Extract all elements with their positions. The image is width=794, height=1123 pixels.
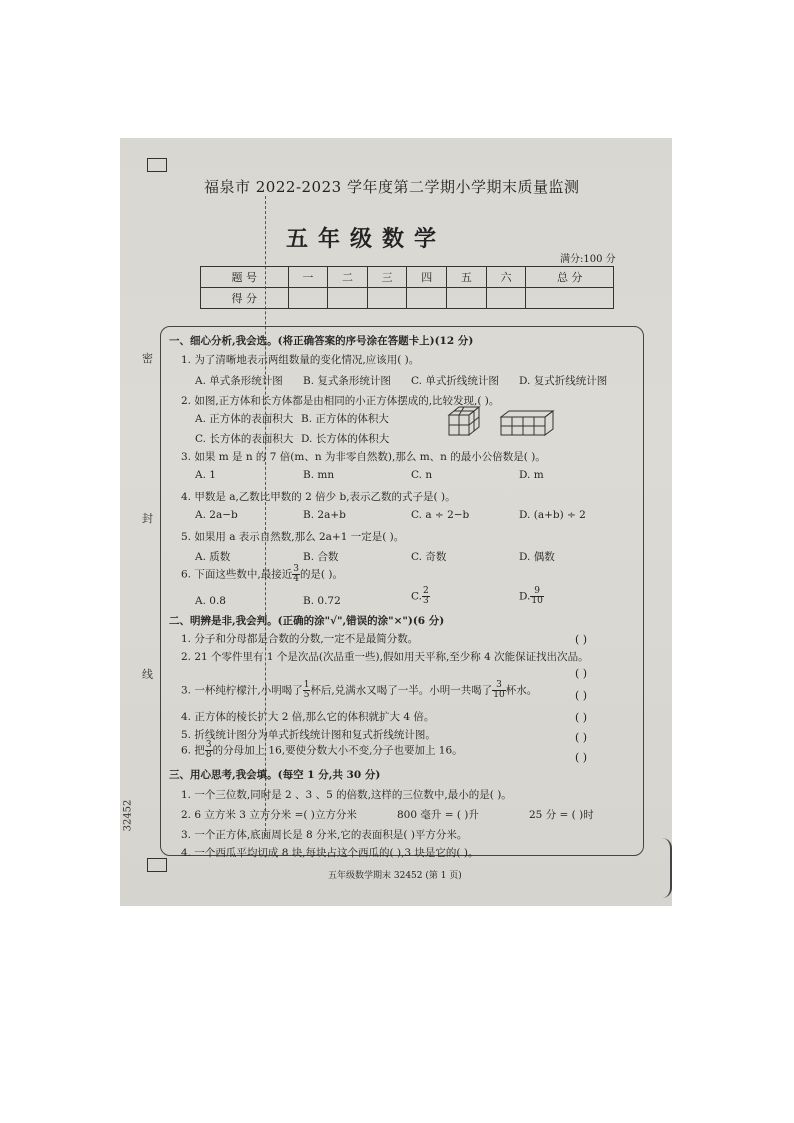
fraction-3-4: $\frac{3}{4}$ <box>293 564 299 584</box>
s2-q2: 2. 21 个零件里有 1 个是次品(次品重一些),假如用天平称,至少称 4 次能保证找出次品。 <box>181 651 589 663</box>
s2-q5-answer[interactable]: ( ) <box>575 731 588 744</box>
score-col-3: 三 <box>367 267 407 288</box>
s1-q6 <box>181 565 343 584</box>
s1-q2-opt-a[interactable]: A. 正方体的表面积大 <box>195 413 294 425</box>
cube-figure <box>447 405 483 439</box>
s1-q4-opt-b[interactable]: B. 2a+b <box>303 509 346 521</box>
score-table-score-row <box>201 288 614 309</box>
s3-q3: 3. 一个正方体,底面周长是 8 分米,它的表面积是( )平方分米。 <box>181 829 468 841</box>
s1-q5-opt-a[interactable]: A. 质数 <box>195 551 231 563</box>
subject-title: 五年级数学 <box>286 226 447 252</box>
s2-q4: 4. 正方体的棱长扩大 2 倍,那么它的体积就扩大 4 倍。 <box>181 711 435 723</box>
registration-mark-bottom <box>147 858 167 872</box>
s2-q6: 6. 把 $\frac{3}{8}$ 的分母加上 16,要使分数大小不变,分子也要加上 16。 <box>181 740 463 760</box>
s2-q1: 1. 分子和分母都是合数的分数,一定不是最简分数。 <box>181 633 419 645</box>
fraction-3-10: $\frac{3}{10}$ <box>493 680 505 700</box>
score-cell[interactable] <box>486 288 526 309</box>
seal-char-3: 线 <box>142 668 153 681</box>
score-cell[interactable] <box>526 288 614 309</box>
s1-q5-opt-d[interactable]: D. 偶数 <box>519 551 555 563</box>
fraction-2-3: $\frac{2}{3}$ <box>423 586 429 606</box>
s3-q2b: 800 毫升 = ( )升 <box>397 809 479 821</box>
section-1-heading: 一、细心分析,我会选。(将正确答案的序号涂在答题卡上)(12 分) <box>169 335 474 347</box>
s3-q4: 4. 一个西瓜平均切成 8 块,每块占这个西瓜的( ),3 块是它的( )。 <box>181 847 479 859</box>
s2-q3: 3. 一杯纯柠檬汁,小明喝了 $\frac{1}{5}$ 杯后,兑满水又喝了一半。小明一共喝了 $\frac{3}{10}$ 杯水。 <box>181 680 538 700</box>
seal-char-1: 密 <box>142 352 153 365</box>
s1-q2-opt-c[interactable]: C. 长方体的表面积大 <box>195 433 294 445</box>
score-table <box>200 266 614 309</box>
s3-q1: 1. 一个三位数,同时是 2 、3 、5 的倍数,这样的三位数中,最小的是( )。 <box>181 789 512 801</box>
score-row-label: 得 分 <box>201 288 289 309</box>
score-col-5: 五 <box>447 267 487 288</box>
full-score: 满分:100 分 <box>560 254 616 265</box>
s1-q3-opt-c[interactable]: C. n <box>411 469 433 481</box>
exam-title: 福泉市 2022-2023 学年度第二学期小学期末质量监测 <box>204 178 580 196</box>
score-col-2: 二 <box>328 267 368 288</box>
side-code: 32452 <box>122 799 134 832</box>
s1-q1-opt-a[interactable]: A. 单式条形统计图 <box>195 375 283 387</box>
s1-q1-opt-c[interactable]: C. 单式折线统计图 <box>411 375 499 387</box>
s1-q5-opt-c[interactable]: C. 奇数 <box>411 551 447 563</box>
score-col-4: 四 <box>407 267 447 288</box>
s1-q2: 2. 如图,正方体和长方体都是由相同的小正方体摆成的,比较发现,( )。 <box>181 395 500 407</box>
right-page-edge <box>658 838 672 898</box>
s1-q5-opt-b[interactable]: B. 合数 <box>303 551 339 563</box>
s1-q1: 1. 为了清晰地表示两组数量的变化情况,应该用( )。 <box>181 354 420 366</box>
s3-q2c: 25 分 = ( )时 <box>529 809 594 821</box>
score-cell[interactable] <box>367 288 407 309</box>
seal-char-2: 封 <box>142 512 153 525</box>
s1-q4-opt-a[interactable]: A. 2a−b <box>195 509 238 521</box>
score-cell[interactable] <box>447 288 487 309</box>
s1-q4-opt-d[interactable]: D. (a+b) ÷ 2 <box>519 509 586 521</box>
s1-q1-opt-d[interactable]: D. 复式折线统计图 <box>519 375 608 387</box>
s1-q6-opt-a[interactable]: A. 0.8 <box>195 595 226 607</box>
s2-q5: 5. 折线统计图分为单式折线统计图和复式折线统计图。 <box>181 729 436 741</box>
s1-q6-opt-c[interactable]: C. $\frac{2}{3}$ <box>411 586 429 606</box>
score-cell[interactable] <box>288 288 328 309</box>
s1-q6-opt-b[interactable]: B. 0.72 <box>303 595 341 607</box>
s1-q2-opt-d[interactable]: D. 长方体的体积大 <box>301 433 390 445</box>
s2-q3-answer[interactable]: ( ) <box>575 689 588 702</box>
s2-q4-answer[interactable]: ( ) <box>575 711 588 724</box>
s2-q1-answer[interactable]: ( ) <box>575 633 588 646</box>
fraction-9-10: $\frac{9}{10}$ <box>531 586 543 606</box>
s2-q6-answer[interactable]: ( ) <box>575 751 588 764</box>
score-table-header-row <box>201 267 614 288</box>
s1-q6-pre: 6. 下面这些数中,最接近 <box>181 568 293 581</box>
s1-q5: 5. 如果用 a 表示自然数,那么 2a+1 一定是( )。 <box>181 531 405 543</box>
page-footer: 五年级数学期末 32452 (第 1 页) <box>328 871 462 881</box>
s1-q6-post: 的是( )。 <box>299 568 343 581</box>
fraction-1-5: $\frac{1}{5}$ <box>303 680 310 700</box>
s1-q2-opt-b[interactable]: B. 正方体的体积大 <box>301 413 389 425</box>
section-2-heading: 二、明辨是非,我会判。(正确的涂"√",错误的涂"×")(6 分) <box>169 615 445 627</box>
s3-q2a: 2. 6 立方米 3 立方分米 =( )立方分米 <box>181 809 357 821</box>
score-cell[interactable] <box>328 288 368 309</box>
s1-q3-opt-a[interactable]: A. 1 <box>195 469 216 481</box>
exam-photo <box>120 138 672 906</box>
score-col-1: 一 <box>288 267 328 288</box>
s1-q6-opt-d[interactable]: D. $\frac{9}{10}$ <box>519 586 543 606</box>
score-cell[interactable] <box>407 288 447 309</box>
registration-mark-top <box>147 158 167 172</box>
cuboid-figure <box>499 409 555 437</box>
s1-q3: 3. 如果 m 是 n 的 7 倍(m、n 为非零自然数),那么 m、n 的最小公倍数是( )。 <box>181 451 546 463</box>
fraction-3-8: $\frac{3}{8}$ <box>205 740 212 760</box>
s2-q2-answer[interactable]: ( ) <box>575 667 588 680</box>
questions-box <box>160 326 644 859</box>
s1-q4: 4. 甲数是 a,乙数比甲数的 2 倍少 b,表示乙数的式子是( )。 <box>181 491 456 503</box>
score-col-total: 总 分 <box>526 267 614 288</box>
score-col-6: 六 <box>486 267 526 288</box>
s1-q4-opt-c[interactable]: C. a ÷ 2−b <box>411 509 470 521</box>
s1-q1-opt-b[interactable]: B. 复式条形统计图 <box>303 375 391 387</box>
score-col-label: 题 号 <box>201 267 289 288</box>
s1-q3-opt-b[interactable]: B. mn <box>303 469 335 481</box>
s1-q3-opt-d[interactable]: D. m <box>519 469 544 481</box>
section-3-heading: 三、用心思考,我会填。(每空 1 分,共 30 分) <box>169 769 381 781</box>
